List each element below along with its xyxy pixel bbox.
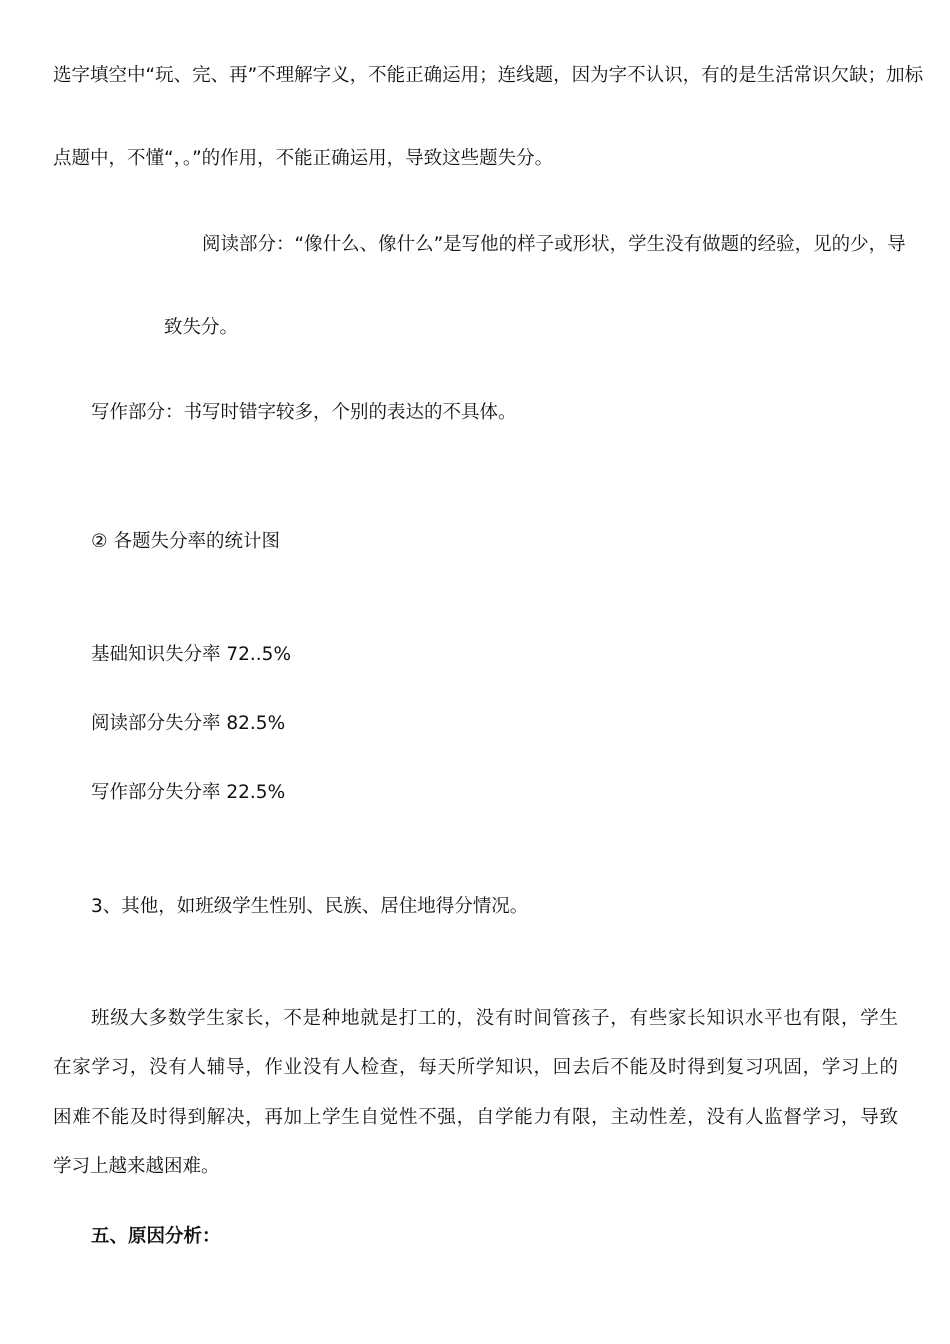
- writing-analysis: 写作部分：书写时错字较多，个别的表达的不具体。: [91, 402, 517, 423]
- paragraph-line: 点题中，不懂“，。”的作用，不能正确运用，导致这些题失分。: [53, 148, 554, 169]
- reading-analysis-line: 阅读部分：“像什么、像什么”是写他的样子或形状，学生没有做题的经验，见的少，导: [202, 234, 906, 255]
- rate-reading: 阅读部分失分率 82.5%: [91, 713, 286, 734]
- family-paragraph-line: 学习上越来越困难。: [53, 1156, 220, 1177]
- reading-analysis-line: 致失分。: [164, 317, 239, 338]
- section-3-title: 3、其他，如班级学生性别、民族、居住地得分情况。: [91, 896, 529, 917]
- rate-basic-knowledge: 基础知识失分率 72..5%: [91, 644, 292, 665]
- chart-caption: ② 各题失分率的统计图: [91, 531, 280, 552]
- paragraph-line: 选字填空中“玩、完、再”不理解字义，不能正确运用；连线题，因为字不认识，有的是生活常识欠缺；加标: [53, 65, 924, 86]
- family-paragraph-line: 困难不能及时得到解决，再加上学生自觉性不强，自学能力有限，主动性差，没有人监督学习，导致: [53, 1107, 898, 1128]
- rate-writing: 写作部分失分率 22.5%: [91, 782, 286, 803]
- family-paragraph-line: 班级大多数学生家长，不是种地就是打工的，没有时间管孩子，有些家长知识水平也有限，学生: [91, 1008, 898, 1029]
- section-5-heading: 五、原因分析：: [91, 1226, 221, 1247]
- family-paragraph-line: 在家学习，没有人辅导，作业没有人检查，每天所学知识，回去后不能及时得到复习巩固，学习上的: [53, 1057, 898, 1078]
